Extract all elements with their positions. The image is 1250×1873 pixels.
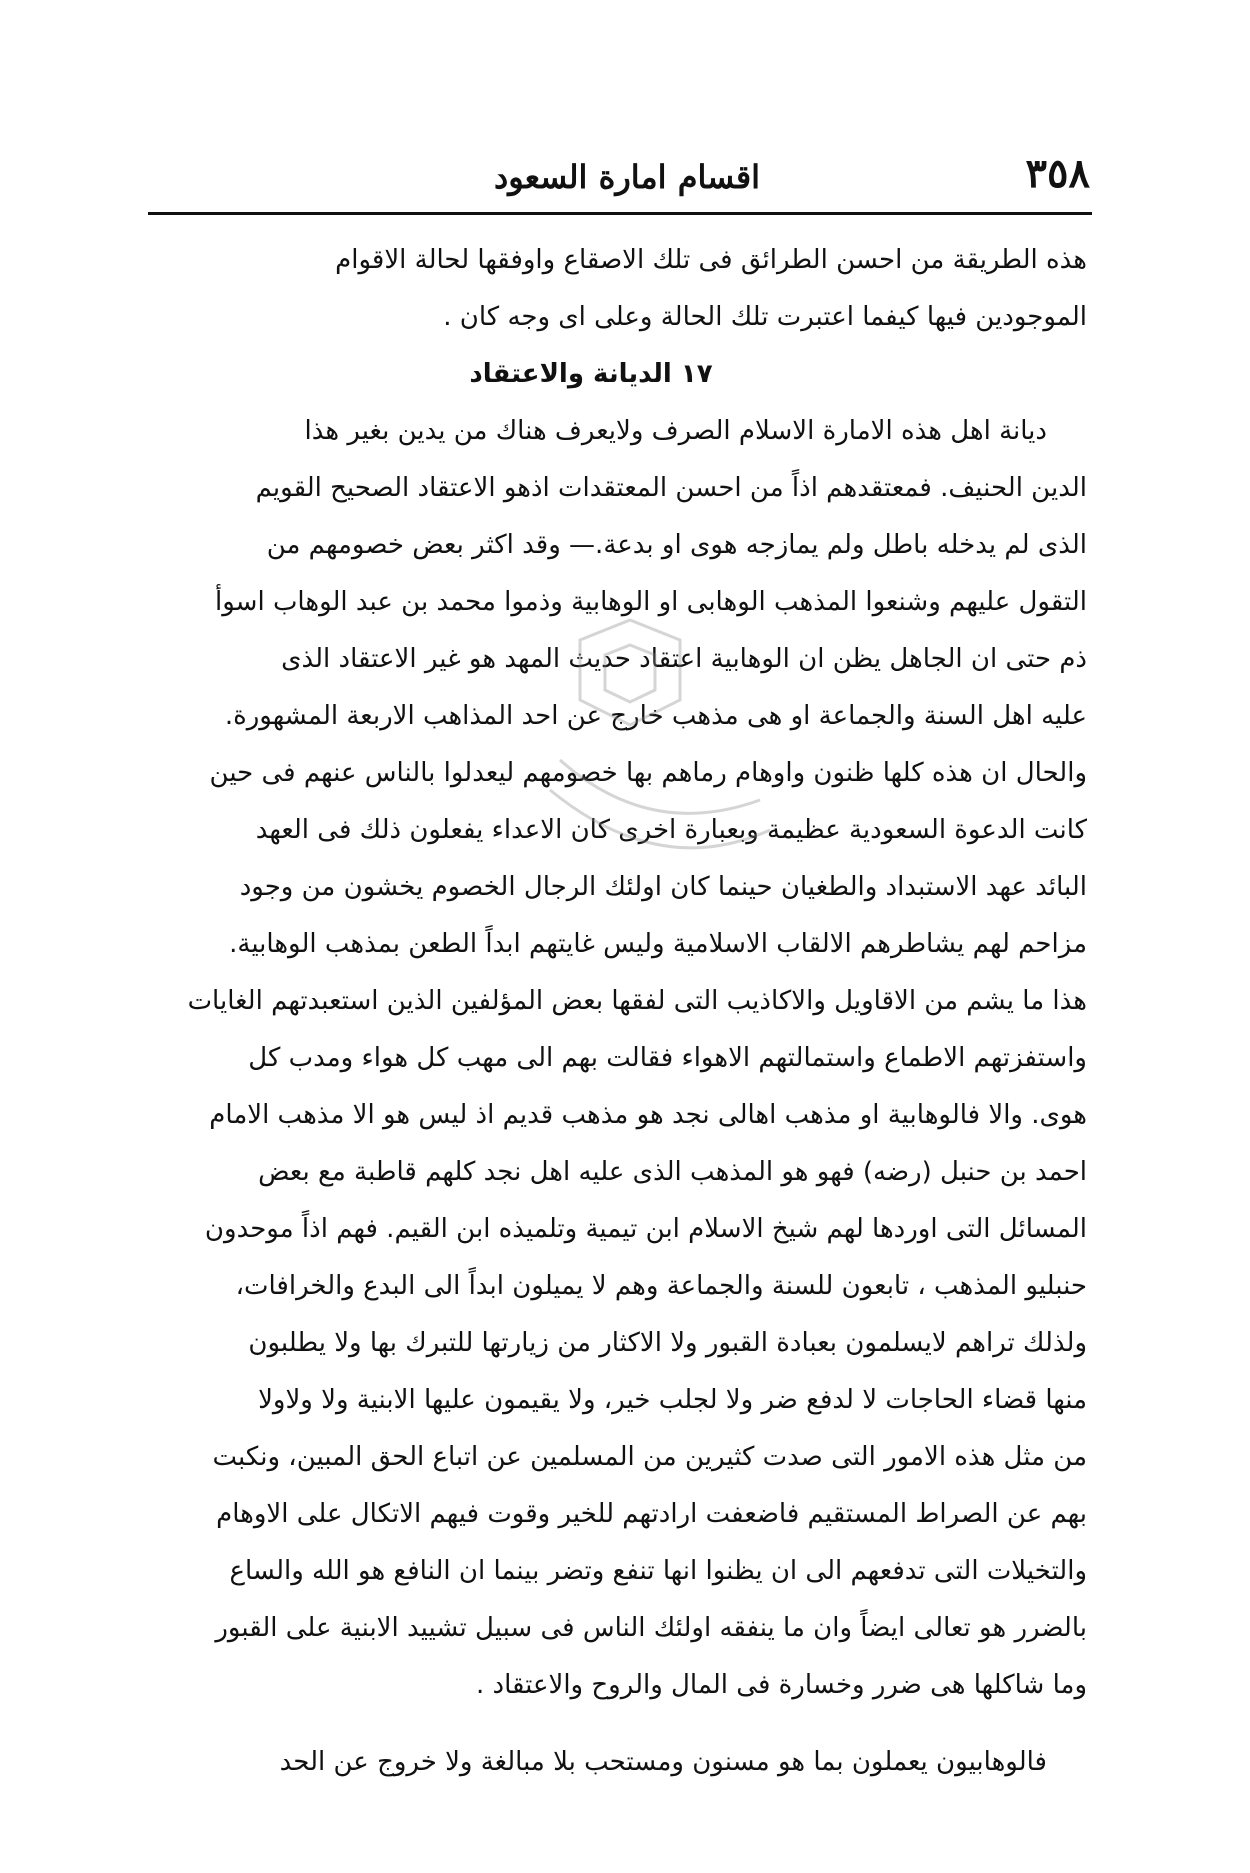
header-divider [148, 212, 1092, 215]
section-heading: ١٧ الديانة والاعتقاد [469, 359, 713, 389]
library-stamp-icon [520, 610, 780, 910]
text-line: ولذلك تراهم لايسلمون بعبادة القبور ولا الاكثار من زيارتها للتبرك بها ولا يطلبون [248, 1328, 1087, 1358]
text-line: المسائل التى اوردها لهم شيخ الاسلام ابن تيمية وتلميذه ابن القيم. فهم اذاً موحدون [204, 1214, 1087, 1244]
text-line: مزاحم لهم يشاطرهم الالقاب الاسلامية وليس غايتهم ابداً الطعن بمذهب الوهابية. [229, 929, 1087, 959]
text-line: هوى. والا فالوهابية او مذهب اهالى نجد هو مذهب قديم اذ ليس هو الا مذهب الامام [209, 1100, 1087, 1130]
text-line: التقول عليهم وشنعوا المذهب الوهابى او الوهابية وذموا محمد بن عبد الوهاب اسوأ [215, 587, 1087, 617]
text-line: الذى لم يدخله باطل ولم يمازجه هوى او بدعة.— وقد اكثر بعض خصومهم من [266, 530, 1087, 560]
text-line: منها قضاء الحاجات لا لدفع ضر ولا لجلب خير، ولا يقيمون عليها الابنية ولا ولاولا [258, 1385, 1087, 1415]
text-line: الدين الحنيف. فمعتقدهم اذاً من احسن المعتقدات اذهو الاعتقاد الصحيح القويم [255, 473, 1087, 503]
text-line: من مثل هذه الامور التى صدت كثيرين من المسلمين عن اتباع الحق المبين، ونكبت [212, 1442, 1087, 1472]
text-line: بالضرر هو تعالى ايضاً وان ما ينفقه اولئك الناس فى سبيل تشييد الابنية على القبور [215, 1613, 1087, 1643]
text-line: بهم عن الصراط المستقيم فاضعفت ارادتهم للخير وقوت فيهم الاتكال على الاوهام [216, 1499, 1087, 1529]
text-line: كانت الدعوة السعودية عظيمة وبعبارة اخرى كان الاعداء يفعلون ذلك فى العهد [255, 815, 1087, 845]
text-line: حنبليو المذهب ، تابعون للسنة والجماعة وهم لا يميلون ابداً الى البدع والخرافات، [235, 1271, 1087, 1301]
page-header [150, 150, 1090, 210]
text-line: وما شاكلها هى ضرر وخسارة فى المال والروح والاعتقاد . [475, 1670, 1087, 1700]
text-line: ديانة اهل هذه الامارة الاسلام الصرف ولايعرف هناك من يدين بغير هذا [304, 416, 1047, 446]
main-paragraph [155, 403, 1087, 1714]
text-line: والتخيلات التى تدفعهم الى ان يظنوا انها تنفع وتضر بينما ان النافع هو الله والساع [229, 1556, 1087, 1586]
running-title: اقسام امارة السعود [494, 158, 760, 196]
text-line: ذم حتى ان الجاهل يظن ان الوهابية اعتقاد حديث المهد هو غير الاعتقاد الذى [281, 644, 1087, 674]
text-line: والحال ان هذه كلها ظنون واوهام رماهم بها خصومهم ليعدلوا بالناس عنهم فى حين [209, 758, 1087, 788]
text-line: احمد بن حنبل (رضه) فهو هو المذهب الذى عليه اهل نجد كلهم قاطبة مع بعض [258, 1157, 1087, 1187]
text-line: هذا ما يشم من الاقاويل والاكاذيب التى لفقها بعض المؤلفين الذين استعبدتهم الغايات [187, 986, 1087, 1016]
text-line: عليه اهل السنة والجماعة او هى مذهب خارج عن احد المذاهب الاربعة المشهورة. [224, 701, 1087, 731]
intro-line: الموجودين فيها كيفما اعتبرت تلك الحالة وعلى اى وجه كان . [443, 302, 1087, 332]
final-line: فالوهابيون يعملون بما هو مسنون ومستحب بلا مبالغة ولا خروج عن الحد [279, 1747, 1047, 1777]
intro-line: هذه الطريقة من احسن الطرائق فى تلك الاصقاع واوفقها لحالة الاقوام [335, 245, 1087, 275]
text-line: البائد عهد الاستبداد والطغيان حينما كان اولئك الرجال الخصوم يخشون من وجود [239, 872, 1087, 902]
page-number: ٣٥٨ [1025, 150, 1090, 197]
text-line: واستفزتهم الاطماع واستمالتهم الاهواء فقالت بهم الى مهب كل هواء ومدب كل [248, 1043, 1087, 1073]
page-body [155, 232, 1087, 1791]
